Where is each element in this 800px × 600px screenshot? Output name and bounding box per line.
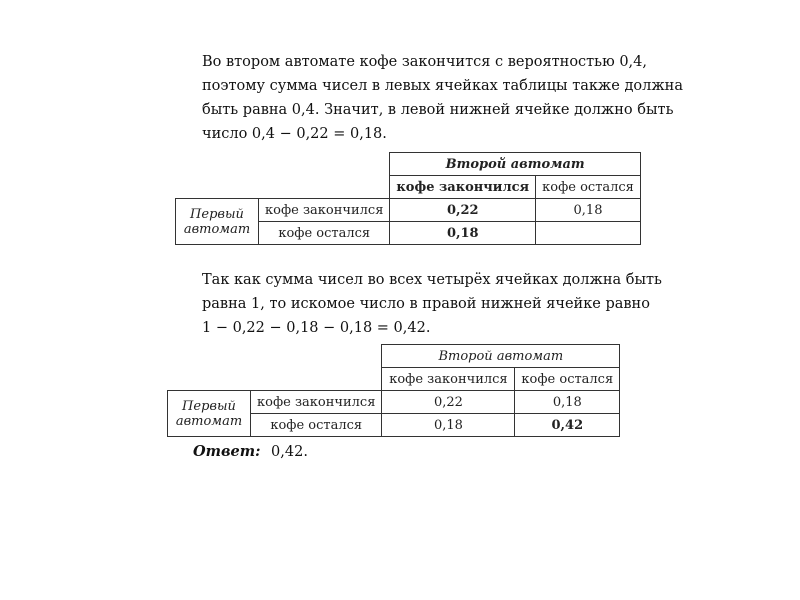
answer-label: Ответ:	[193, 443, 261, 460]
paragraph-2-line: 1 − 0,22 − 0,18 − 0,18 = 0,42.	[202, 320, 431, 336]
table-1-first-machine-line2: автомат	[183, 221, 251, 237]
table-2-cell-22: 0,42	[515, 414, 620, 437]
table-2-first-machine-line1: Первый	[182, 398, 236, 414]
table-2-col-remained: кофе остался	[515, 368, 620, 391]
table-1-cell-11: 0,22	[390, 199, 536, 222]
paragraph-1-line: число 0,4 − 0,22 = 0,18.	[202, 126, 387, 142]
paragraph-2-line: равна 1, то искомое число в правой нижней ячейке равно	[202, 296, 650, 312]
table-2-row-remained: кофе остался	[251, 414, 382, 437]
table-2-corner	[168, 345, 382, 368]
table-1-row-ran-out: кофе закончился	[259, 199, 390, 222]
table-1-cell-21: 0,18	[390, 222, 536, 245]
table-2-cell-21: 0,18	[382, 414, 515, 437]
paragraph-1-line: поэтому сумма чисел в левых ячейках таблицы также должна	[202, 78, 683, 94]
table-1-corner	[176, 153, 390, 176]
paragraph-2-line: Так как сумма чисел во всех четырёх ячейках должна быть	[202, 272, 662, 288]
table-2-col-ran-out: кофе закончился	[382, 368, 515, 391]
probability-table-2	[167, 344, 620, 437]
table-1-first-machine-line1: Первый	[190, 206, 244, 222]
table-1-first-machine-header	[176, 199, 259, 245]
table-1-corner	[176, 176, 390, 199]
table-1-cell-12: 0,18	[536, 199, 641, 222]
paragraph-1	[166, 50, 683, 146]
paragraph-1-line: быть равна 0,4. Значит, в левой нижней ячейке должно быть	[202, 102, 674, 118]
table-2-first-machine-header	[168, 391, 251, 437]
table-1-col-remained: кофе остался	[536, 176, 641, 199]
table-1-second-machine-header: Второй автомат	[390, 153, 640, 176]
paragraph-1-line: Во втором автомате кофе закончится с вероятностью 0,4,	[202, 54, 647, 70]
table-1-cell-22	[536, 222, 641, 245]
table-2-first-machine-line2: автомат	[175, 413, 243, 429]
table-2-cell-11: 0,22	[382, 391, 515, 414]
table-2-row-ran-out: кофе закончился	[251, 391, 382, 414]
answer-line	[193, 440, 308, 464]
table-2-second-machine-header: Второй автомат	[382, 345, 620, 368]
table-2-cell-12: 0,18	[515, 391, 620, 414]
paragraph-2	[166, 268, 662, 340]
answer-value: 0,42.	[271, 444, 308, 460]
table-1-col-ran-out: кофе закончился	[390, 176, 536, 199]
probability-table-1	[175, 152, 641, 245]
table-1-row-remained: кофе остался	[259, 222, 390, 245]
table-2-corner	[168, 368, 382, 391]
